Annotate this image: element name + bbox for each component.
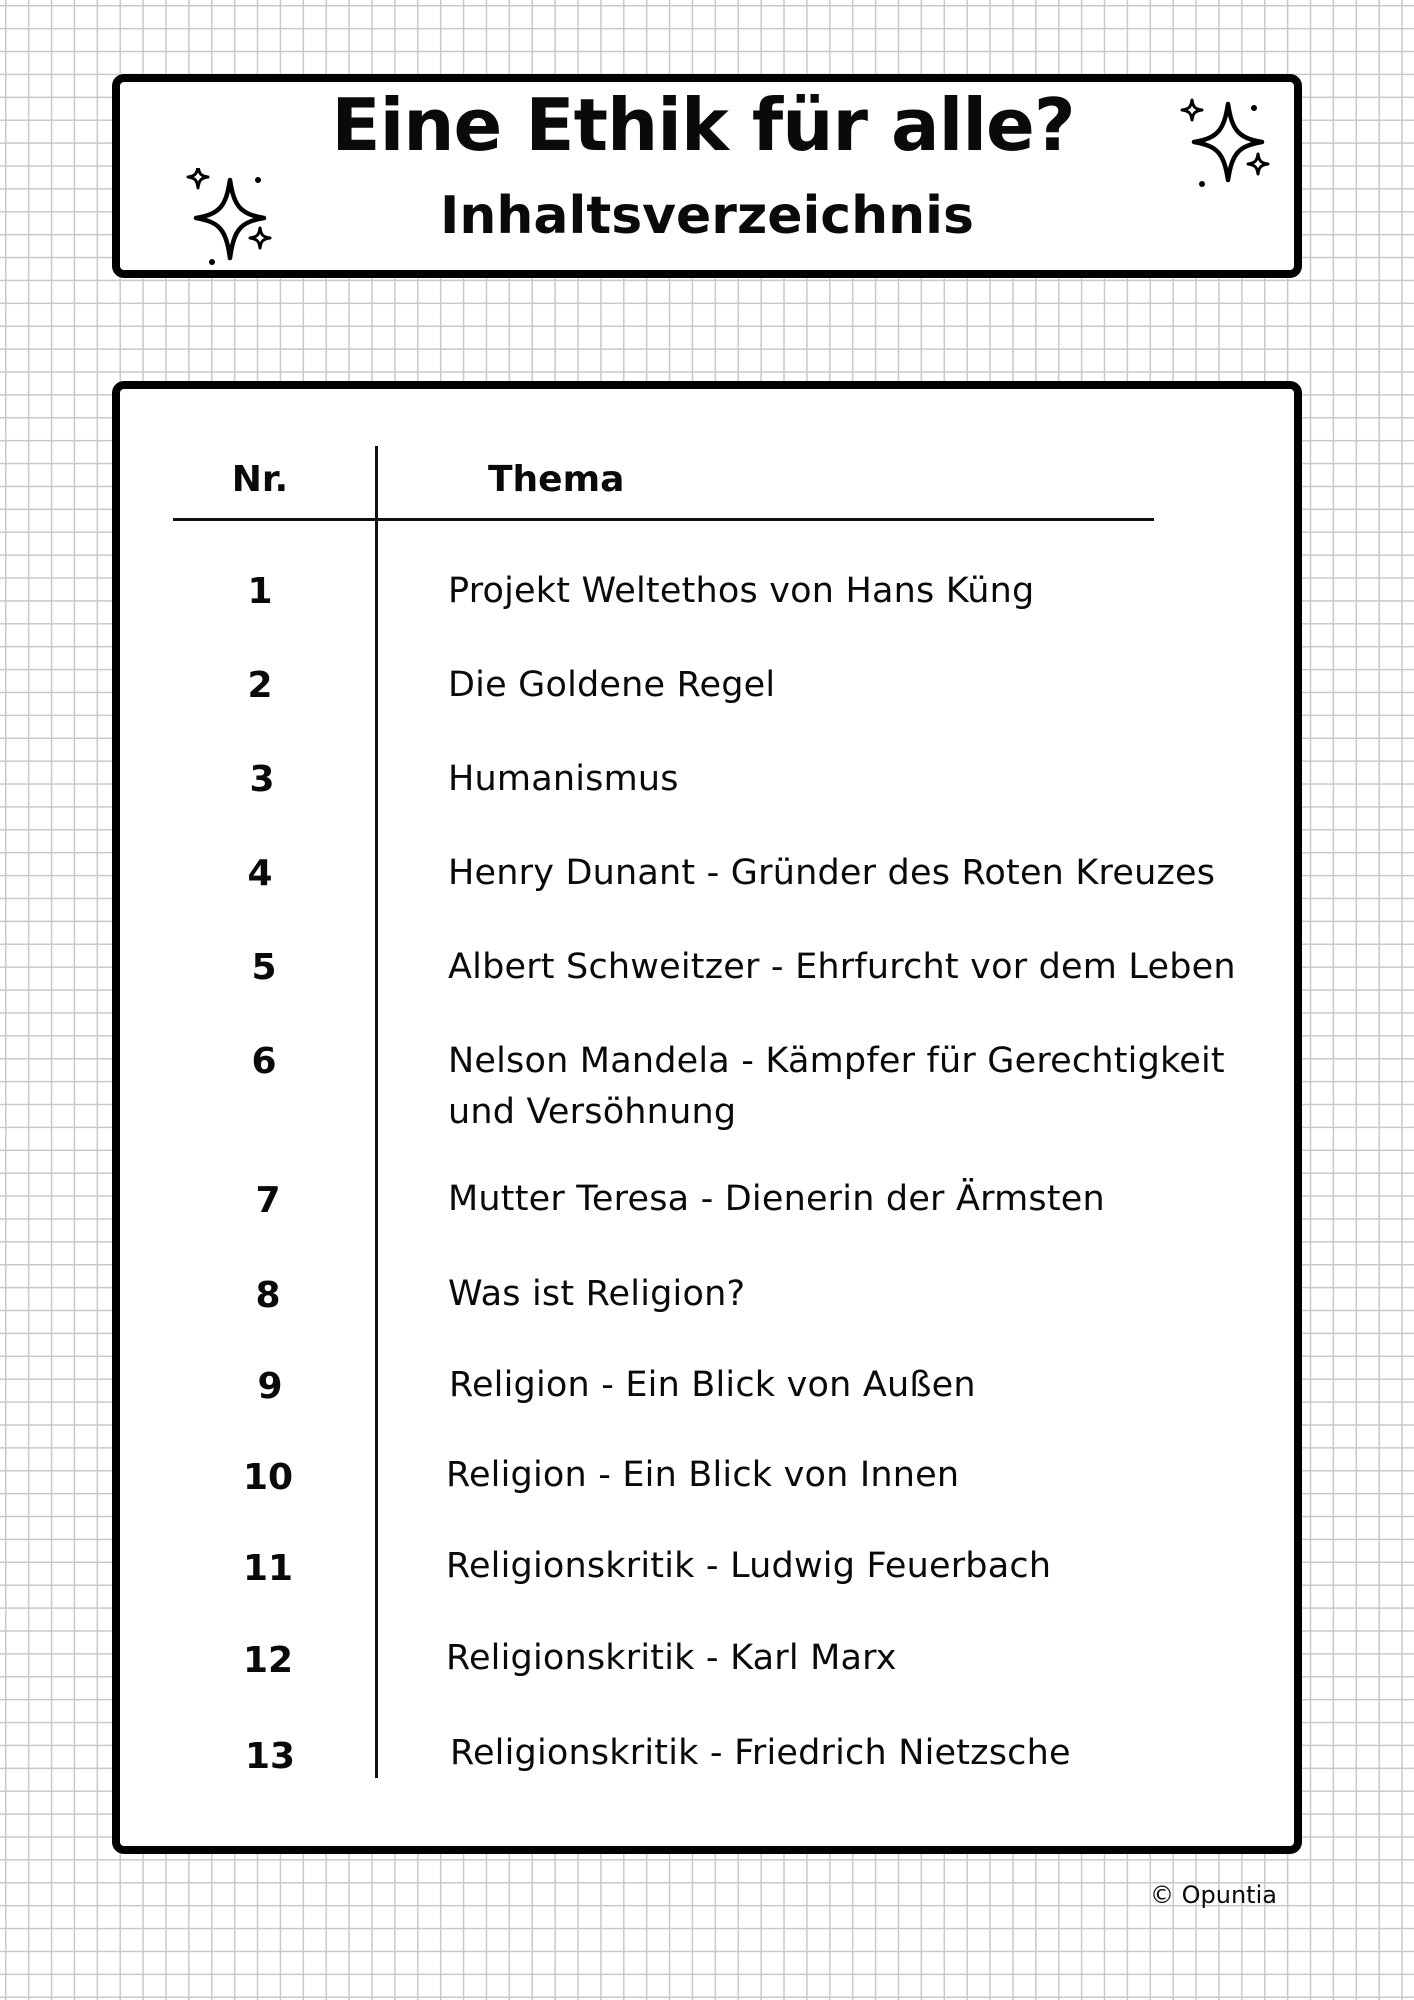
row-number: 12 bbox=[242, 1640, 294, 1681]
row-number: 8 bbox=[255, 1275, 281, 1316]
row-topic: Religionskritik - Ludwig Feuerbach bbox=[446, 1546, 1052, 1586]
row-number: 4 bbox=[247, 853, 273, 894]
row-topic: Religion - Ein Blick von Außen bbox=[449, 1365, 976, 1405]
copyright-notice: © Opuntia bbox=[1150, 1881, 1277, 1909]
row-number: 10 bbox=[242, 1457, 294, 1498]
row-number: 5 bbox=[251, 947, 277, 988]
row-topic: Religionskritik - Karl Marx bbox=[446, 1638, 897, 1678]
row-topic: Henry Dunant - Gründer des Roten Kreuzes bbox=[448, 853, 1216, 893]
row-number: 1 bbox=[247, 571, 273, 612]
document-subtitle: Inhaltsverzeichnis bbox=[440, 186, 974, 246]
row-topic: Projekt Weltethos von Hans Küng bbox=[448, 571, 1035, 611]
row-topic: Was ist Religion? bbox=[448, 1274, 746, 1314]
document-title: Eine Ethik für alle? bbox=[331, 83, 1075, 167]
row-number: 13 bbox=[244, 1736, 296, 1777]
row-topic: Humanismus bbox=[448, 759, 679, 799]
column-header-nr: Nr. bbox=[231, 459, 289, 500]
row-number: 3 bbox=[249, 759, 275, 800]
header-rule bbox=[173, 518, 1154, 521]
row-number: 9 bbox=[257, 1366, 283, 1407]
row-topic: Mutter Teresa - Dienerin der Ärmsten bbox=[448, 1179, 1105, 1219]
row-topic: Religionskritik - Friedrich Nietzsche bbox=[450, 1733, 1071, 1773]
row-topic: Nelson Mandela - Kämpfer für Gerechtigkeit bbox=[448, 1041, 1225, 1081]
row-number: 6 bbox=[251, 1041, 277, 1082]
row-topic-continuation: und Versöhnung bbox=[448, 1092, 737, 1132]
row-topic: Albert Schweitzer - Ehrfurcht vor dem Leben bbox=[448, 947, 1236, 987]
column-header-thema: Thema bbox=[488, 459, 625, 500]
row-number: 2 bbox=[247, 665, 273, 706]
row-topic: Die Goldene Regel bbox=[448, 665, 776, 705]
column-divider bbox=[375, 446, 378, 1778]
row-number: 7 bbox=[255, 1180, 281, 1221]
sparkle-icon bbox=[182, 168, 282, 268]
row-topic: Religion - Ein Blick von Innen bbox=[446, 1455, 960, 1495]
row-number: 11 bbox=[242, 1548, 294, 1589]
sparkle-icon bbox=[1178, 94, 1278, 194]
